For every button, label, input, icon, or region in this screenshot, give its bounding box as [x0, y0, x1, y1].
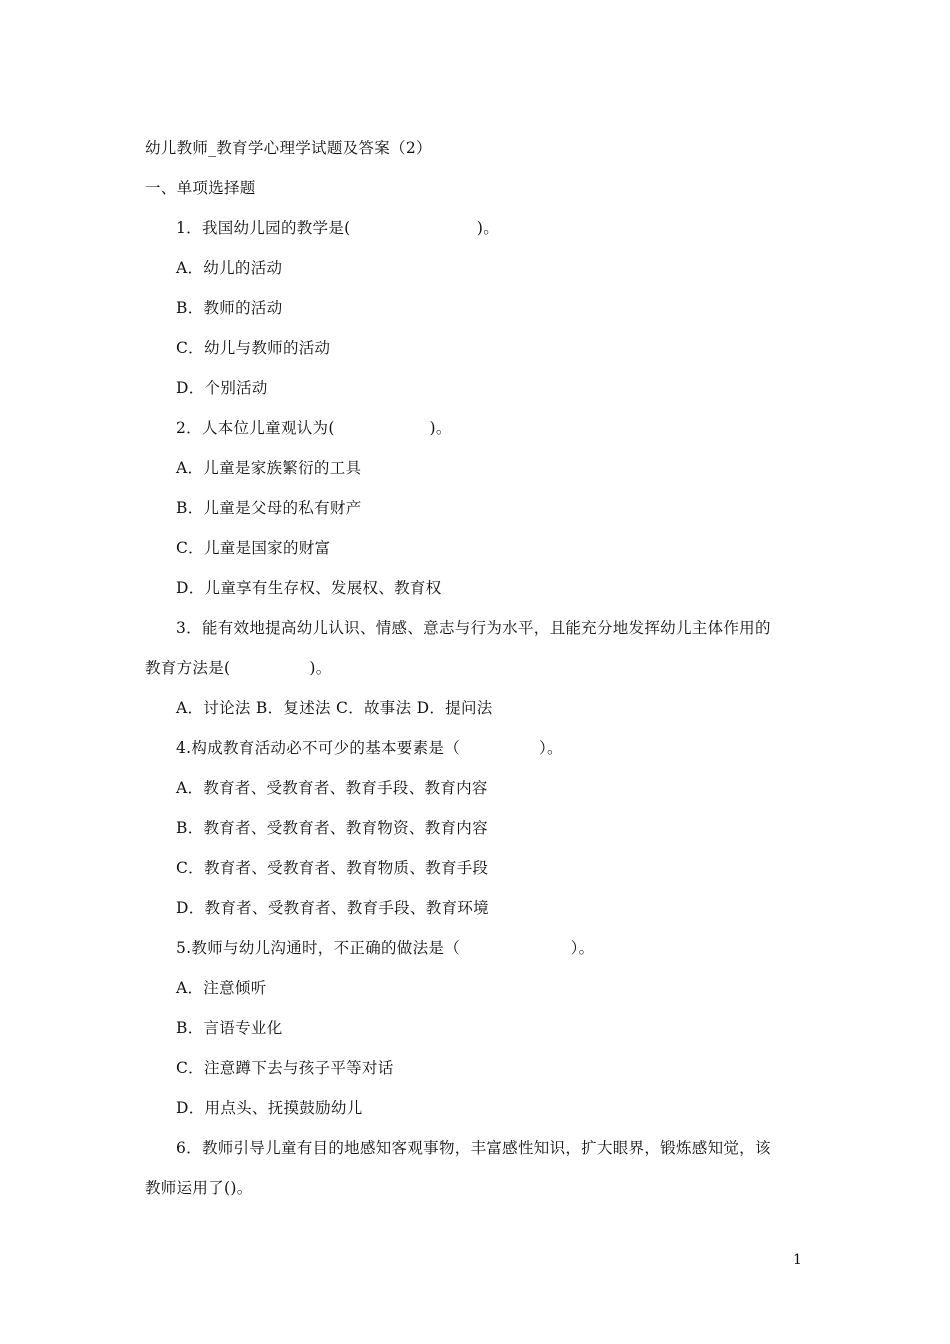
question-2-option-c: C．儿童是国家的财富 — [176, 539, 331, 557]
question-4-option-a: A．教育者、受教育者、教育手段、教育内容 — [176, 779, 488, 797]
question-2: 2．人本位儿童观认为( )。 — [176, 419, 452, 437]
question-4-option-d: D．教育者、受教育者、教育手段、教育环境 — [176, 899, 489, 917]
question-5-option-a: A．注意倾听 — [176, 979, 267, 997]
question-6-line-1: 6．教师引导儿童有目的地感知客观事物，丰富感性知识，扩大眼界，锻炼感知觉，该 — [176, 1139, 771, 1157]
question-1-option-b: B．教师的活动 — [176, 299, 283, 317]
question-4-option-b: B．教育者、受教育者、教育物资、教育内容 — [176, 819, 488, 837]
question-2-option-b: B．儿童是父母的私有财产 — [176, 499, 362, 517]
document-title: 幼儿教师_教育学心理学试题及答案（2） — [145, 139, 432, 157]
question-5-option-c: C．注意蹲下去与孩子平等对话 — [176, 1059, 394, 1077]
question-6-line-2: 教师运用了()。 — [145, 1179, 253, 1197]
question-1-option-a: A．幼儿的活动 — [176, 259, 283, 277]
question-5-option-b: B．言语专业化 — [176, 1019, 283, 1037]
question-4-option-c: C．教育者、受教育者、教育物质、教育手段 — [176, 859, 489, 877]
question-5: 5.教师与幼儿沟通时，不正确的做法是（ ）。 — [176, 939, 595, 957]
document-content — [145, 128, 815, 1208]
question-2-option-d: D．儿童享有生存权、发展权、教育权 — [176, 579, 442, 597]
question-1-option-c: C．幼儿与教师的活动 — [176, 339, 331, 357]
question-3-line-2: 教育方法是( )。 — [145, 659, 332, 677]
question-1: 1．我国幼儿园的教学是( )。 — [176, 219, 500, 237]
question-2-option-a: A．儿童是家族繁衍的工具 — [176, 459, 362, 477]
question-1-option-d: D．个别活动 — [176, 379, 268, 397]
question-3-options: A．讨论法 B．复述法 C．故事法 D．提问法 — [176, 699, 493, 717]
section-heading: 一、单项选择题 — [145, 179, 256, 197]
page-number: 1 — [793, 1252, 802, 1268]
question-5-option-d: D．用点头、抚摸鼓励幼儿 — [176, 1099, 363, 1117]
question-4: 4.构成教育活动必不可少的基本要素是（ ）。 — [176, 739, 563, 757]
question-3-line-1: 3．能有效地提高幼儿认识、情感、意志与行为水平，且能充分地发挥幼儿主体作用的 — [176, 619, 771, 637]
